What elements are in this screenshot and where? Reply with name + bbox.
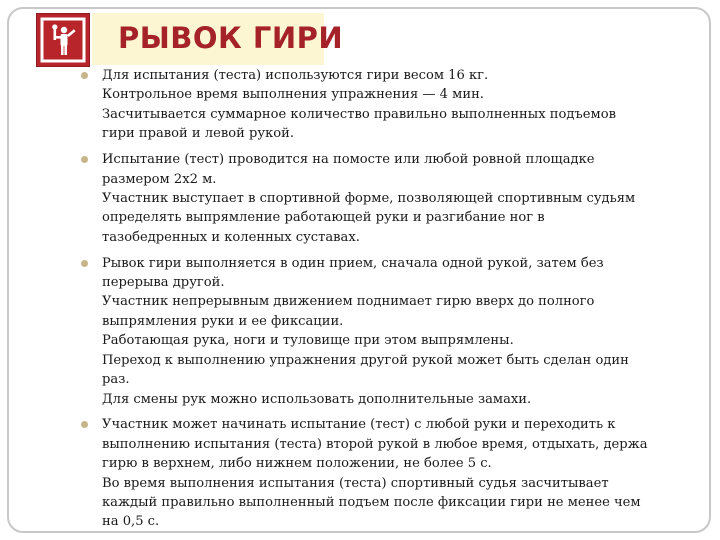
- bullet-text-line: Для испытания (теста) используются гири весом 16 кг.: [102, 68, 489, 83]
- bullet-text-line: выпрямления руки и ее фиксации.: [102, 313, 344, 329]
- bullet-text-line: Участник непрерывным движением поднимает гирю вверх до полного: [102, 294, 595, 310]
- bullet-text-line: тазобедренных и коленных суставах.: [102, 229, 360, 245]
- page-title: РЫВОК ГИРИ: [118, 21, 344, 55]
- bullet-text-line: раз.: [102, 372, 130, 388]
- bullet-text-line: определять выпрямление работающей руки и разгибание ног в: [102, 210, 545, 226]
- bullet-list: [79, 66, 685, 538]
- bullet-text-line: Для смены рук можно использовать дополнительные замахи.: [102, 391, 532, 407]
- bullet-dot-icon: [81, 421, 88, 428]
- bullet-item: [79, 415, 685, 531]
- bullet-dot-icon: [81, 72, 88, 79]
- bullet-item: [79, 254, 685, 409]
- bullet-text-line: размером 2х2 м.: [102, 171, 217, 187]
- bullet-text-line: Засчитывается суммарное количество правильно выполненных подъемов: [102, 106, 616, 122]
- bullet-text-line: перерыва другой.: [102, 275, 225, 291]
- bullet-text-line: Рывок гири выполняется в один прием, сначала одной рукой, затем без: [102, 255, 604, 271]
- bullet-dot-icon: [81, 260, 88, 267]
- bullet-text-line: Участник выступает в спортивной форме, позволяющей спортивным судьям: [102, 190, 636, 206]
- bullet-text-line: на 0,5 с.: [102, 514, 160, 530]
- bullet-text-line: Во время выполнения испытания (теста) спортивный судья засчитывает: [102, 475, 609, 491]
- bullet-text-line: Контрольное время выполнения упражнения — 4 мин.: [102, 87, 484, 103]
- bullet-dot-icon: [81, 156, 88, 163]
- bullet-text-line: Участник может начинать испытание (тест) с любой руки и переходить к: [102, 417, 616, 433]
- bullet-text-line: Испытание (тест) проводится на помосте или любой ровной площадке: [102, 152, 595, 168]
- bullet-text-line: гири правой и левой рукой.: [102, 126, 295, 142]
- bullet-text-line: выполнению испытания (теста) второй рукой в любое время, отдыхать, держа: [102, 436, 648, 452]
- bullet-item: [79, 66, 685, 144]
- bullet-text-line: каждый правильно выполненный подъем после фиксации гири не менее чем: [102, 495, 641, 511]
- bullet-item: [79, 150, 685, 247]
- bullet-text-line: Переход к выполнению упражнения другой рукой может быть сделан один: [102, 352, 629, 368]
- bullet-text-line: Работающая рука, ноги и туловище при этом выпрямлены.: [102, 333, 514, 349]
- athlete-emblem-icon: [36, 13, 90, 67]
- bullet-text-line: гирю в верхнем, либо нижнем положении, не более 5 с.: [102, 456, 492, 472]
